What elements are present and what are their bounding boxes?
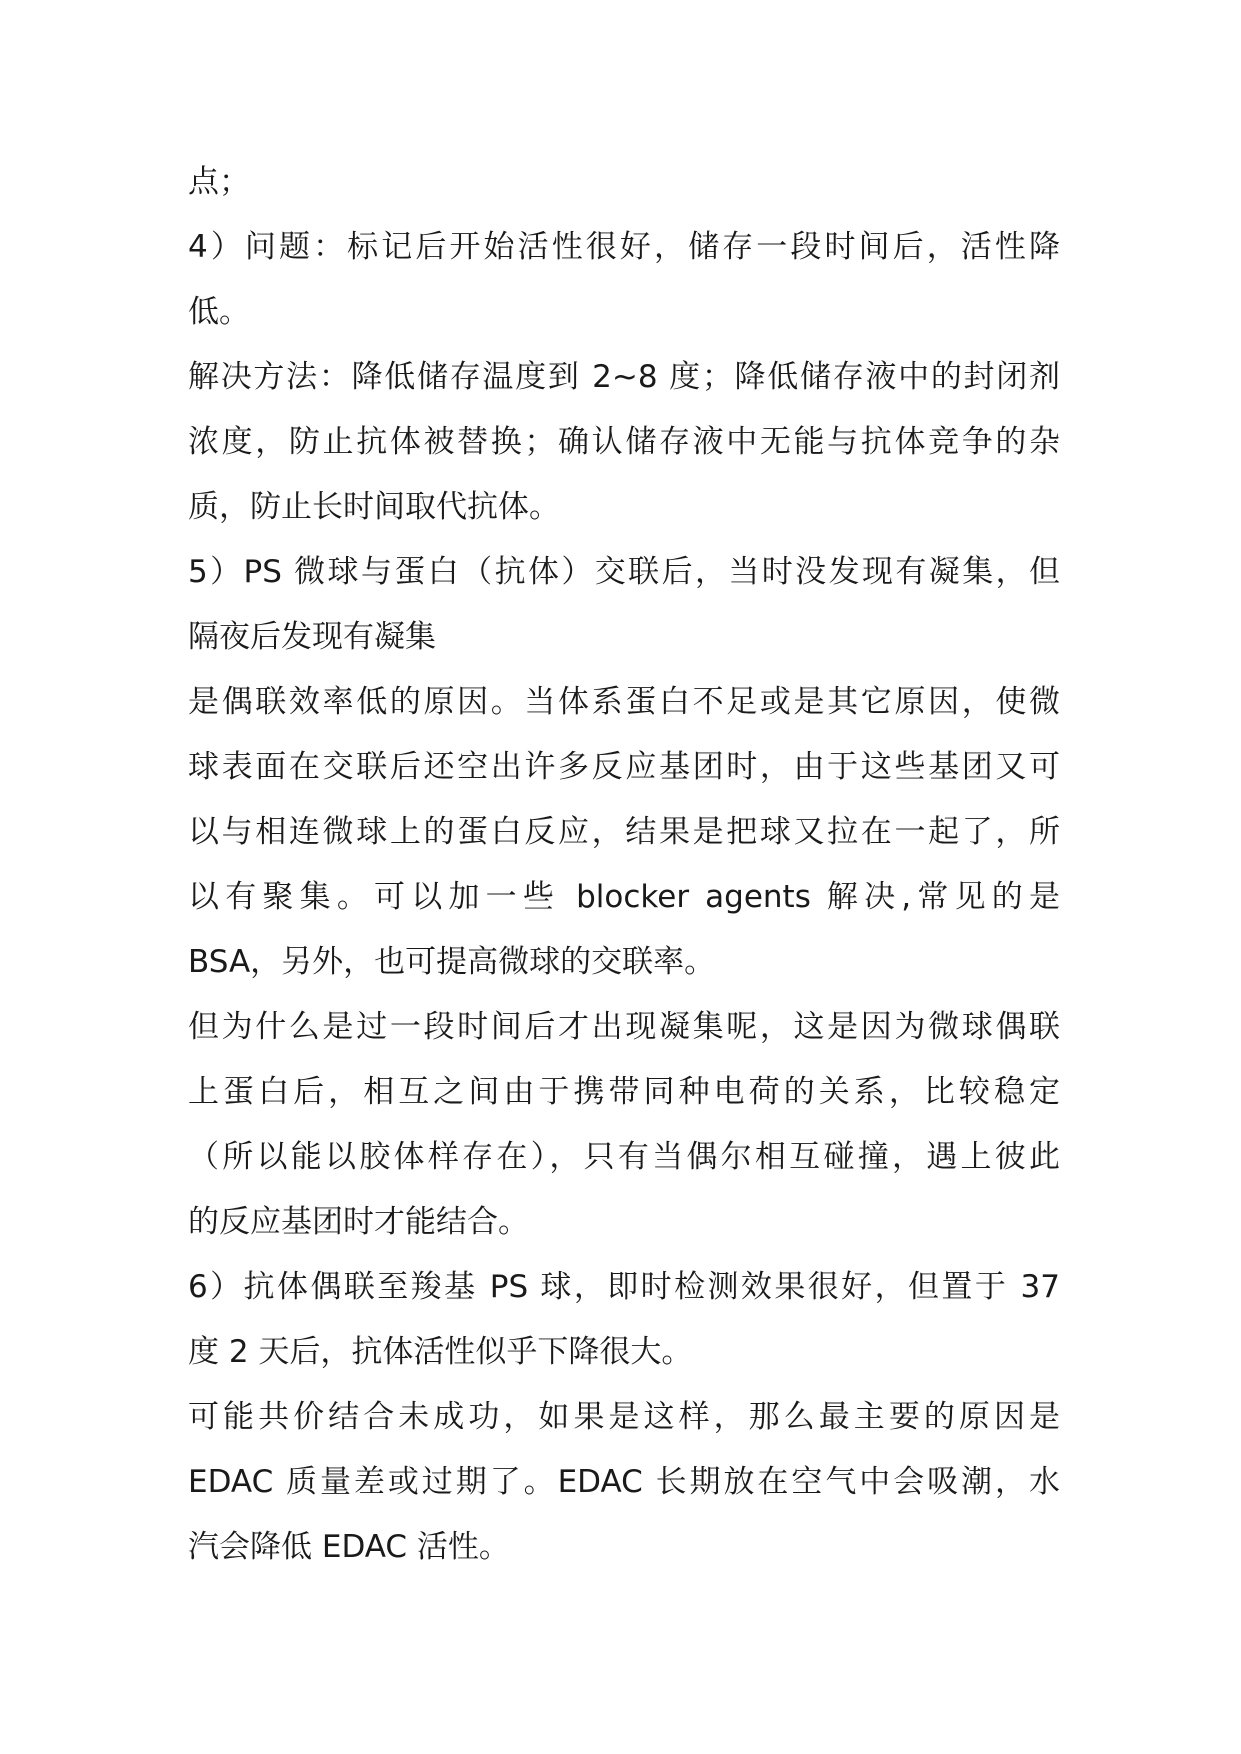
text-line: 4）问题：标记后开始活性很好，储存一段时间后，活性降 xyxy=(188,229,1060,265)
text-line: 以与相连微球上的蛋白反应，结果是把球又拉在一起了，所 xyxy=(188,814,1060,850)
text-line: EDAC 质量差或过期了。EDAC 长期放在空气中会吸潮，水 xyxy=(188,1464,1060,1500)
text-line: 点； xyxy=(188,164,250,200)
document-body xyxy=(188,150,1060,1580)
text-line: 可能共价结合未成功，如果是这样，那么最主要的原因是 xyxy=(188,1399,1060,1435)
text-line: 6）抗体偶联至羧基 PS 球，即时检测效果很好，但置于 37 xyxy=(188,1269,1060,1305)
text-line: 是偶联效率低的原因。当体系蛋白不足或是其它原因，使微 xyxy=(188,684,1060,720)
text-line: 隔夜后发现有凝集 xyxy=(188,619,436,655)
text-line: 浓度，防止抗体被替换；确认储存液中无能与抗体竞争的杂 xyxy=(188,424,1060,460)
text-line: 的反应基团时才能结合。 xyxy=(188,1204,529,1240)
text-line: 度 2 天后，抗体活性似乎下降很大。 xyxy=(188,1334,693,1370)
text-line: 以有聚集。可以加一些 blocker agents 解决,常见的是 xyxy=(188,879,1060,915)
text-line: 汽会降低 EDAC 活性。 xyxy=(188,1529,510,1565)
text-line: 5）PS 微球与蛋白（抗体）交联后，当时没发现有凝集，但 xyxy=(188,554,1060,590)
text-line: 上蛋白后，相互之间由于携带同种电荷的关系，比较稳定 xyxy=(188,1074,1060,1110)
text-line: 解决方法：降低储存温度到 2~8 度；降低储存液中的封闭剂 xyxy=(188,359,1060,395)
text-line: 低。 xyxy=(188,294,250,330)
text-line: 质，防止长时间取代抗体。 xyxy=(188,489,560,525)
text-line: 球表面在交联后还空出许多反应基团时，由于这些基团又可 xyxy=(188,749,1060,785)
text-line: 但为什么是过一段时间后才出现凝集呢，这是因为微球偶联 xyxy=(188,1009,1060,1045)
text-line: BSA，另外，也可提高微球的交联率。 xyxy=(188,944,716,980)
text-line: （所以能以胶体样存在），只有当偶尔相互碰撞，遇上彼此 xyxy=(188,1139,1060,1175)
